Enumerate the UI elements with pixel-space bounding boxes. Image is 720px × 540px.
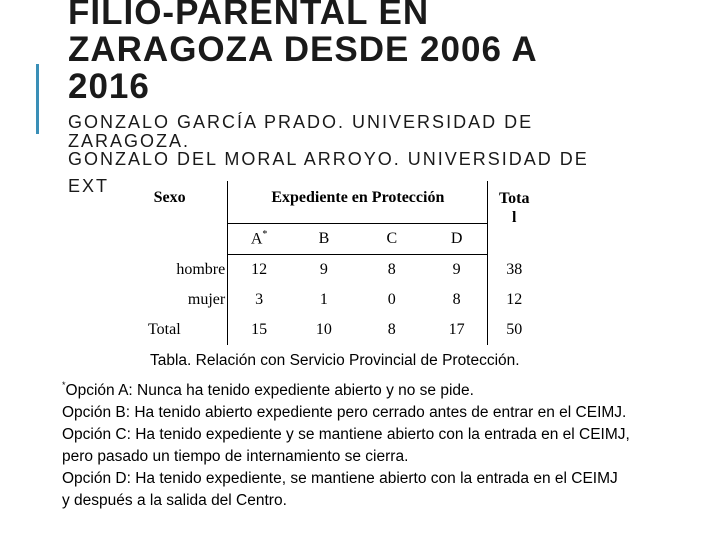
row-label: Total xyxy=(148,321,181,338)
header-total-line: l xyxy=(512,209,517,226)
cell-total: 12 xyxy=(506,291,523,308)
subheader-b: B xyxy=(290,224,358,255)
table-header-row xyxy=(112,181,540,224)
header-sexo-label: Sexo xyxy=(153,189,186,206)
cell-c: 8 xyxy=(387,261,396,278)
data-table-container xyxy=(112,181,542,341)
subtitle-line: GONZALO DEL MORAL ARROYO. UNIVERSIDAD DE xyxy=(68,149,589,169)
cell-b: 1 xyxy=(319,291,328,308)
cell-a: 15 xyxy=(228,315,290,345)
note-text: Opción A: Nunca ha tenido expediente abierto y no se pide. xyxy=(65,382,474,399)
footnote-mark: * xyxy=(262,229,268,241)
row-label: hombre xyxy=(176,260,226,278)
subtitle-line: ZARAGOZA. xyxy=(68,130,191,151)
cell-total: 50 xyxy=(506,321,523,338)
header-total-line: Tota xyxy=(498,190,530,207)
cell-d: 8 xyxy=(426,285,488,315)
note-option-c-cont: pero pasado un tiempo de internamiento se cierra. xyxy=(62,448,409,465)
subtitle-line: EXT xyxy=(68,175,110,196)
footnotes xyxy=(62,374,720,512)
note-option-d: Opción D: Ha tenido expediente, se mantiene abierto con la entrada en el CEIMJ xyxy=(62,470,618,487)
title-line: 2016 xyxy=(68,67,150,106)
table-caption: Tabla. Relación con Servicio Provincial de Protección. xyxy=(150,352,520,369)
cell-b: 9 xyxy=(319,261,328,278)
cell-b: 10 xyxy=(315,321,332,338)
data-table xyxy=(112,181,540,345)
subheader-c: C xyxy=(358,224,426,255)
table-row-total xyxy=(112,315,540,345)
footnote-mark: * xyxy=(62,380,66,390)
table-row xyxy=(112,255,540,286)
header-expediente-label: Expediente en Protección xyxy=(271,189,445,206)
cell-d: 9 xyxy=(426,255,488,286)
note-option-c: Opción C: Ha tenido expediente y se mantiene abierto con la entrada en el CEIMJ, xyxy=(62,426,630,443)
cell-total: 38 xyxy=(506,260,523,278)
header-expediente xyxy=(228,181,488,224)
cell-c: 8 xyxy=(387,321,396,338)
header-total xyxy=(488,181,540,255)
subheader-a-label: A xyxy=(250,230,263,248)
title-line: ZARAGOZA DESDE 2006 A xyxy=(68,30,538,69)
note-option-b: Opción B: Ha tenido abierto expediente pero cerrado antes de entrar en el CEIMJ. xyxy=(62,404,627,421)
cell-a: 3 xyxy=(228,285,290,315)
accent-bar xyxy=(36,64,39,134)
note-option-d-cont: y después a la salida del Centro. xyxy=(62,492,287,509)
title-line: FILIO-PARENTAL EN xyxy=(68,0,430,32)
slide-title xyxy=(68,0,708,105)
row-label: mujer xyxy=(187,291,226,308)
header-sexo xyxy=(112,181,228,255)
subheader-a xyxy=(228,224,290,255)
cell-d: 17 xyxy=(426,315,488,345)
cell-c: 0 xyxy=(387,291,396,308)
subheader-d: D xyxy=(426,224,488,255)
subtitle-line: GONZALO GARCÍA PRADO. UNIVERSIDAD DE xyxy=(68,112,534,132)
cell-a: 12 xyxy=(228,255,290,286)
table-row xyxy=(112,285,540,315)
note-option-a xyxy=(62,374,720,402)
